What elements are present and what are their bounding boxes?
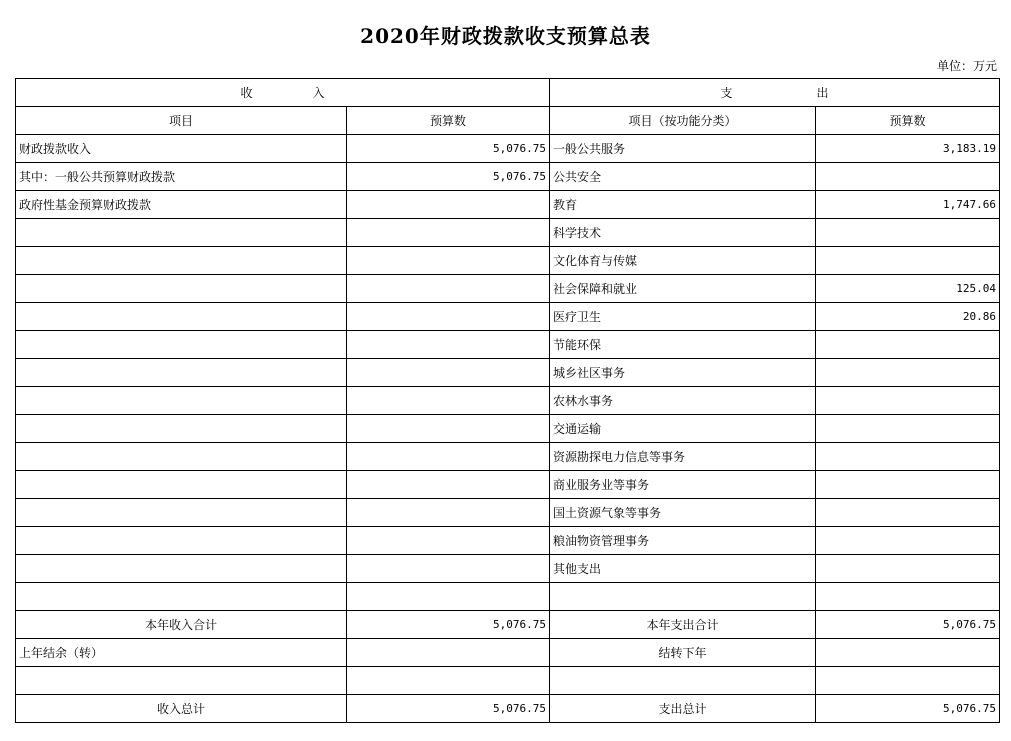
income-item-cell — [16, 387, 347, 415]
budget-table — [15, 78, 1000, 723]
expense-carry-label: 结转下年 — [550, 639, 816, 667]
income-item-cell — [16, 275, 347, 303]
table-row — [16, 191, 1000, 219]
income-amount-cell — [347, 527, 550, 555]
unit-label: 单位：万元 — [936, 59, 997, 73]
table-row — [16, 415, 1000, 443]
table-row — [16, 527, 1000, 555]
income-amount-cell — [347, 415, 550, 443]
income-item-header: 项目 — [16, 107, 347, 135]
income-subtotal-label: 本年收入合计 — [16, 611, 347, 639]
blank-expense-item — [550, 667, 816, 695]
expense-item-cell: 其他支出 — [550, 555, 816, 583]
income-amount-cell — [347, 583, 550, 611]
expense-item-cell: 文化体育与传媒 — [550, 247, 816, 275]
expense-section-char-1: 支 — [720, 86, 733, 100]
page-title: 2020年财政拨款收支预算总表 — [360, 24, 651, 48]
expense-amount-cell — [816, 583, 1000, 611]
income-amount-cell — [347, 387, 550, 415]
blank-row — [16, 667, 1000, 695]
income-amount-cell — [347, 443, 550, 471]
expense-amount-header: 预算数 — [816, 107, 1000, 135]
income-amount-cell: 5,076.75 — [347, 163, 550, 191]
expense-item-cell: 交通运输 — [550, 415, 816, 443]
table-row — [16, 247, 1000, 275]
subtotal-row — [16, 611, 1000, 639]
expense-total-label: 支出总计 — [550, 695, 816, 723]
table-row — [16, 387, 1000, 415]
income-amount-cell — [347, 555, 550, 583]
table-row — [16, 331, 1000, 359]
expense-item-cell: 粮油物资管理事务 — [550, 527, 816, 555]
income-item-cell — [16, 247, 347, 275]
expense-subtotal-amount: 5,076.75 — [816, 611, 1000, 639]
income-total-label: 收入总计 — [16, 695, 347, 723]
income-item-cell: 财政拨款收入 — [16, 135, 347, 163]
expense-amount-cell: 3,183.19 — [816, 135, 1000, 163]
expense-item-cell: 城乡社区事务 — [550, 359, 816, 387]
income-amount-cell — [347, 275, 550, 303]
section-header-row — [16, 79, 1000, 107]
table-row — [16, 555, 1000, 583]
table-row — [16, 163, 1000, 191]
expense-item-cell: 一般公共服务 — [550, 135, 816, 163]
total-row — [16, 695, 1000, 723]
table-data-body — [16, 135, 1000, 611]
income-item-cell — [16, 303, 347, 331]
blank-income-amount — [347, 667, 550, 695]
income-amount-cell — [347, 471, 550, 499]
expense-item-cell: 国土资源气象等事务 — [550, 499, 816, 527]
expense-item-header: 项目（按功能分类） — [550, 107, 816, 135]
income-amount-cell — [347, 331, 550, 359]
expense-amount-cell: 20.86 — [816, 303, 1000, 331]
income-item-cell — [16, 331, 347, 359]
table-row — [16, 471, 1000, 499]
expense-amount-cell: 125.04 — [816, 275, 1000, 303]
expense-total-amount: 5,076.75 — [816, 695, 1000, 723]
expense-item-cell: 资源勘探电力信息等事务 — [550, 443, 816, 471]
table-row — [16, 499, 1000, 527]
carry-over-row — [16, 639, 1000, 667]
expense-amount-cell — [816, 331, 1000, 359]
expense-item-cell: 节能环保 — [550, 331, 816, 359]
income-section-char-1: 收 — [240, 86, 253, 100]
expense-amount-cell — [816, 555, 1000, 583]
income-item-cell — [16, 583, 347, 611]
income-item-cell: 政府性基金预算财政拨款 — [16, 191, 347, 219]
income-carry-amount — [347, 639, 550, 667]
expense-amount-cell — [816, 415, 1000, 443]
income-amount-cell — [347, 219, 550, 247]
table-row — [16, 583, 1000, 611]
table-row — [16, 219, 1000, 247]
expense-item-cell: 科学技术 — [550, 219, 816, 247]
expense-amount-cell — [816, 163, 1000, 191]
expense-subtotal-label: 本年支出合计 — [550, 611, 816, 639]
expense-item-cell: 商业服务业等事务 — [550, 471, 816, 499]
income-carry-label: 上年结余（转） — [16, 639, 347, 667]
blank-expense-amount — [816, 667, 1000, 695]
expense-item-cell: 医疗卫生 — [550, 303, 816, 331]
expense-amount-cell — [816, 499, 1000, 527]
income-amount-cell — [347, 359, 550, 387]
table-row — [16, 359, 1000, 387]
expense-item-cell: 教育 — [550, 191, 816, 219]
income-item-cell — [16, 499, 347, 527]
income-item-cell — [16, 415, 347, 443]
expense-amount-cell — [816, 443, 1000, 471]
expense-item-cell: 农林水事务 — [550, 387, 816, 415]
income-amount-cell — [347, 303, 550, 331]
expense-amount-cell — [816, 527, 1000, 555]
income-amount-cell — [347, 191, 550, 219]
income-amount-cell — [347, 247, 550, 275]
income-item-cell — [16, 555, 347, 583]
expense-carry-amount — [816, 639, 1000, 667]
blank-income-item — [16, 667, 347, 695]
income-item-cell — [16, 219, 347, 247]
table-row — [16, 443, 1000, 471]
expense-item-cell: 社会保障和就业 — [550, 275, 816, 303]
expense-amount-cell — [816, 219, 1000, 247]
income-item-cell — [16, 359, 347, 387]
income-subtotal-amount: 5,076.75 — [347, 611, 550, 639]
table-row — [16, 275, 1000, 303]
column-header-row — [16, 107, 1000, 135]
expense-amount-cell — [816, 387, 1000, 415]
income-item-cell — [16, 443, 347, 471]
income-amount-cell: 5,076.75 — [347, 135, 550, 163]
income-total-amount: 5,076.75 — [347, 695, 550, 723]
income-section-char-2: 入 — [312, 86, 325, 100]
expense-amount-cell — [816, 471, 1000, 499]
expense-amount-cell — [816, 247, 1000, 275]
expense-amount-cell — [816, 359, 1000, 387]
income-item-cell: 其中：一般公共预算财政拨款 — [16, 163, 347, 191]
expense-amount-cell: 1,747.66 — [816, 191, 1000, 219]
expense-section-char-2: 出 — [816, 86, 829, 100]
expense-section-header — [550, 79, 1000, 107]
income-item-cell — [16, 471, 347, 499]
income-amount-header: 预算数 — [347, 107, 550, 135]
table-row — [16, 303, 1000, 331]
income-amount-cell — [347, 499, 550, 527]
income-section-header — [16, 79, 550, 107]
expense-item-cell: 公共安全 — [550, 163, 816, 191]
table-row — [16, 135, 1000, 163]
income-item-cell — [16, 527, 347, 555]
expense-item-cell — [550, 583, 816, 611]
